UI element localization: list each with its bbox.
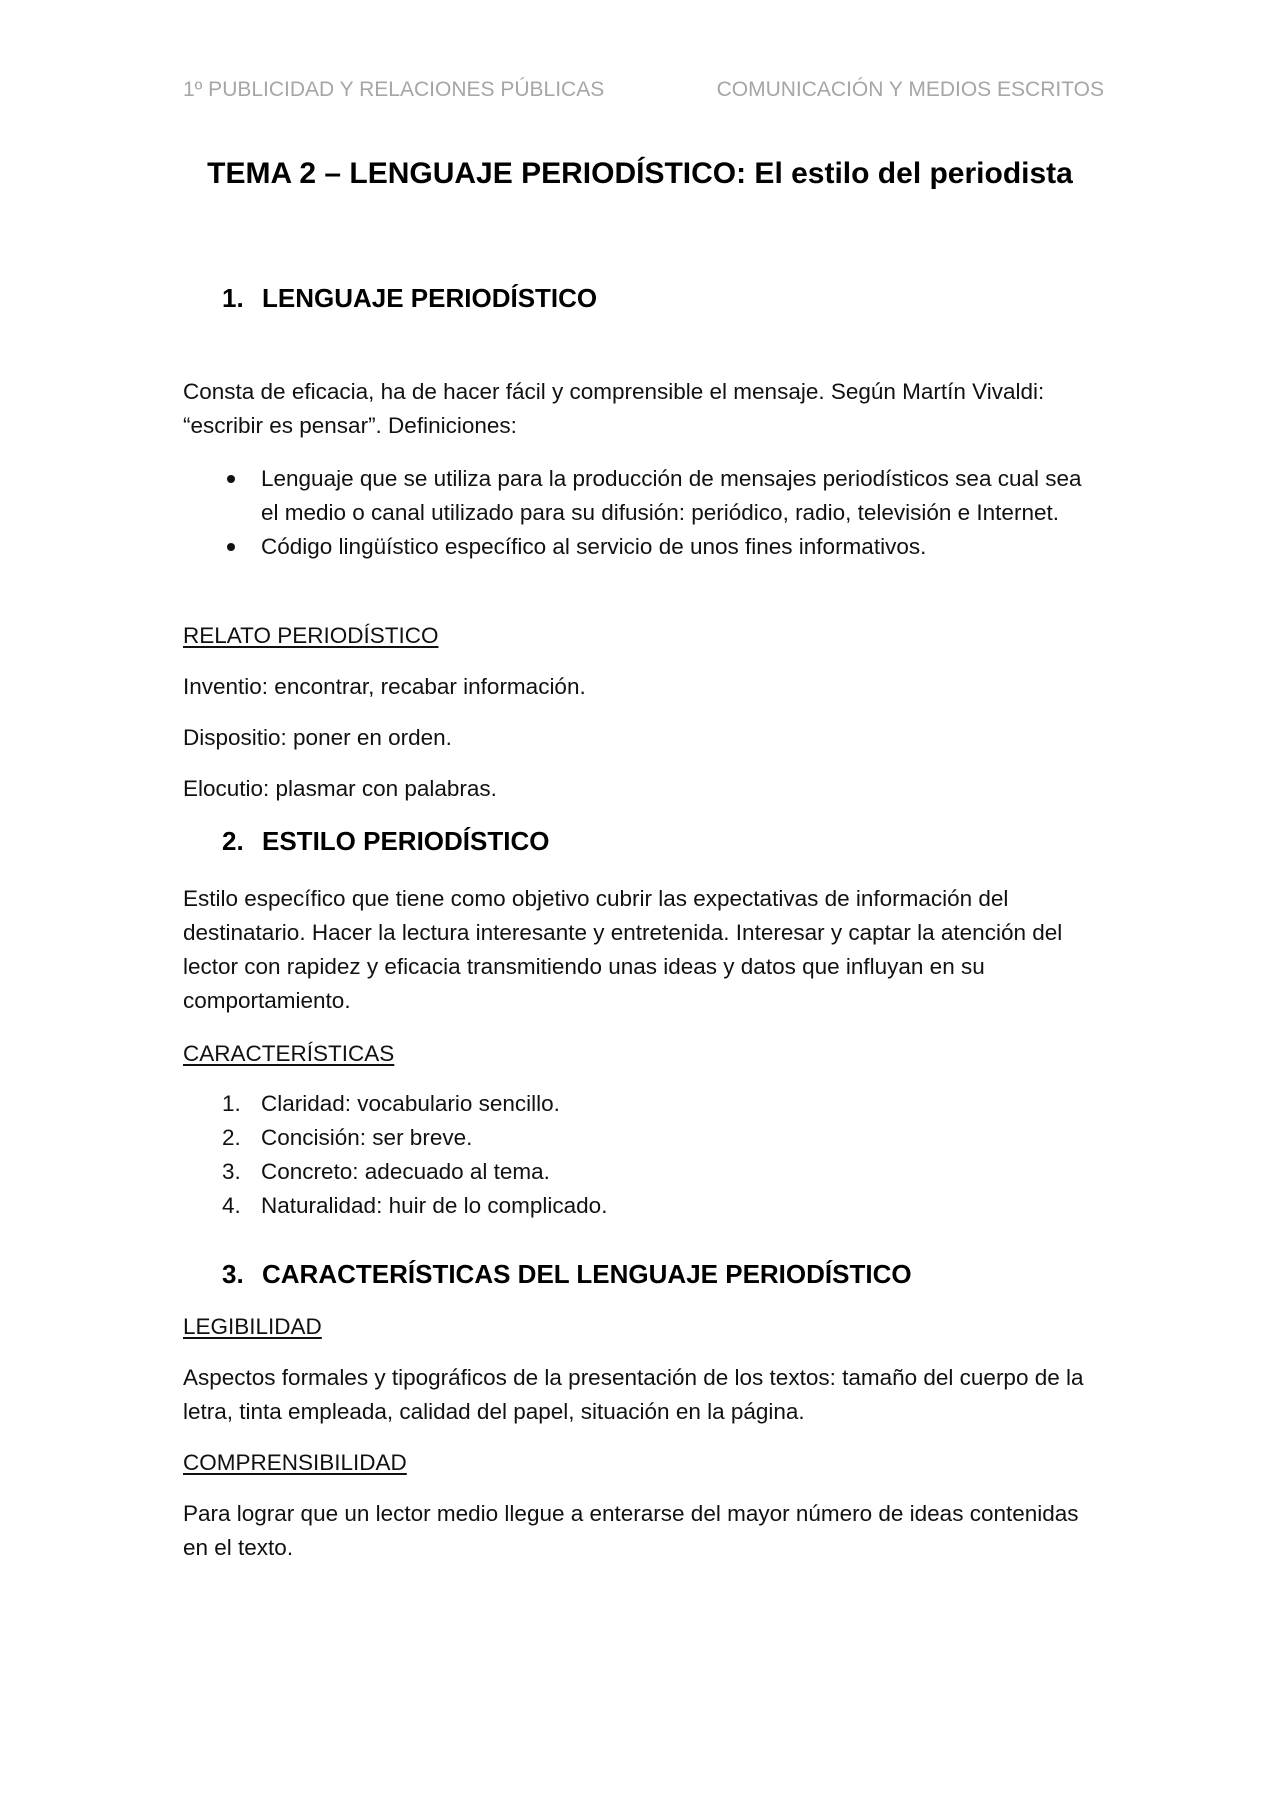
legibilidad-subheading: LEGIBILIDAD <box>183 1314 322 1339</box>
list-item-text: Concreto: adecuado al tema. <box>261 1159 550 1184</box>
definitions-list <box>183 462 1103 564</box>
elocutio-line: Elocutio: plasmar con palabras. <box>183 776 497 801</box>
comprensibilidad-text: Para lograr que un lector medio llegue a enterarse del mayor número de ideas contenidas en el texto. <box>183 1501 1079 1560</box>
section-1-intro: Consta de eficacia, ha de hacer fácil y comprensible el mensaje. Según Martín Vivaldi: “escribir es pensar”. Definiciones: <box>183 379 1045 438</box>
list-item <box>183 462 1103 530</box>
caracteristicas-subheading: CARACTERÍSTICAS <box>183 1041 395 1066</box>
section-1-number: 1. <box>222 283 244 313</box>
section-2-number: 2. <box>222 826 244 856</box>
list-item-number: 3. <box>222 1159 241 1184</box>
section-1-heading <box>222 283 597 314</box>
bullet-icon <box>227 475 235 483</box>
list-item <box>183 1155 1103 1189</box>
list-item <box>183 1189 1103 1223</box>
characteristics-list <box>183 1087 1103 1223</box>
section-3-title: CARACTERÍSTICAS DEL LENGUAJE PERIODÍSTICO <box>262 1259 912 1289</box>
list-item-text: Claridad: vocabulario sencillo. <box>261 1091 560 1116</box>
section-1-title: LENGUAJE PERIODÍSTICO <box>262 283 598 313</box>
header-left: 1º PUBLICIDAD Y RELACIONES PÚBLICAS <box>183 78 605 101</box>
section-2-heading <box>222 826 549 857</box>
comprensibilidad-subheading: COMPRENSIBILIDAD <box>183 1450 407 1475</box>
relato-subheading: RELATO PERIODÍSTICO <box>183 623 439 648</box>
list-item-number: 2. <box>222 1125 241 1150</box>
list-item <box>183 530 1103 564</box>
list-item-text: Concisión: ser breve. <box>261 1125 473 1150</box>
list-item-number: 4. <box>222 1193 241 1218</box>
section-3-heading <box>222 1259 912 1290</box>
section-2-paragraph: Estilo específico que tiene como objetivo cubrir las expectativas de información del destinatario. Hacer la lectura interesante y entretenida. Interesar y captar la atención del lector con rapidez y eficacia transmitiendo unas ideas y datos que influyan en su comportamiento. <box>183 886 1063 1013</box>
list-item-text: Lenguaje que se utiliza para la producción de mensajes periodísticos sea cual sea el medio o canal utilizado para su difusión: periódico, radio, televisión e Internet. <box>261 466 1082 525</box>
inventio-line: Inventio: encontrar, recabar información. <box>183 674 586 699</box>
legibilidad-text: Aspectos formales y tipográficos de la presentación de los textos: tamaño del cuerpo de la letra, tinta empleada, calidad del papel, situación en la página. <box>183 1365 1084 1424</box>
page-title: TEMA 2 – LENGUAJE PERIODÍSTICO: El estilo del periodista <box>207 157 1073 190</box>
bullet-icon <box>227 543 235 551</box>
dispositio-line: Dispositio: poner en orden. <box>183 725 452 750</box>
list-item <box>183 1087 1103 1121</box>
section-2-title: ESTILO PERIODÍSTICO <box>262 826 550 856</box>
header-right: COMUNICACIÓN Y MEDIOS ESCRITOS <box>716 78 1104 101</box>
list-item-number: 1. <box>222 1091 241 1116</box>
list-item-text: Código lingüístico específico al servicio de unos fines informativos. <box>261 534 927 559</box>
list-item-text: Naturalidad: huir de lo complicado. <box>261 1193 608 1218</box>
section-3-number: 3. <box>222 1259 244 1289</box>
list-item <box>183 1121 1103 1155</box>
